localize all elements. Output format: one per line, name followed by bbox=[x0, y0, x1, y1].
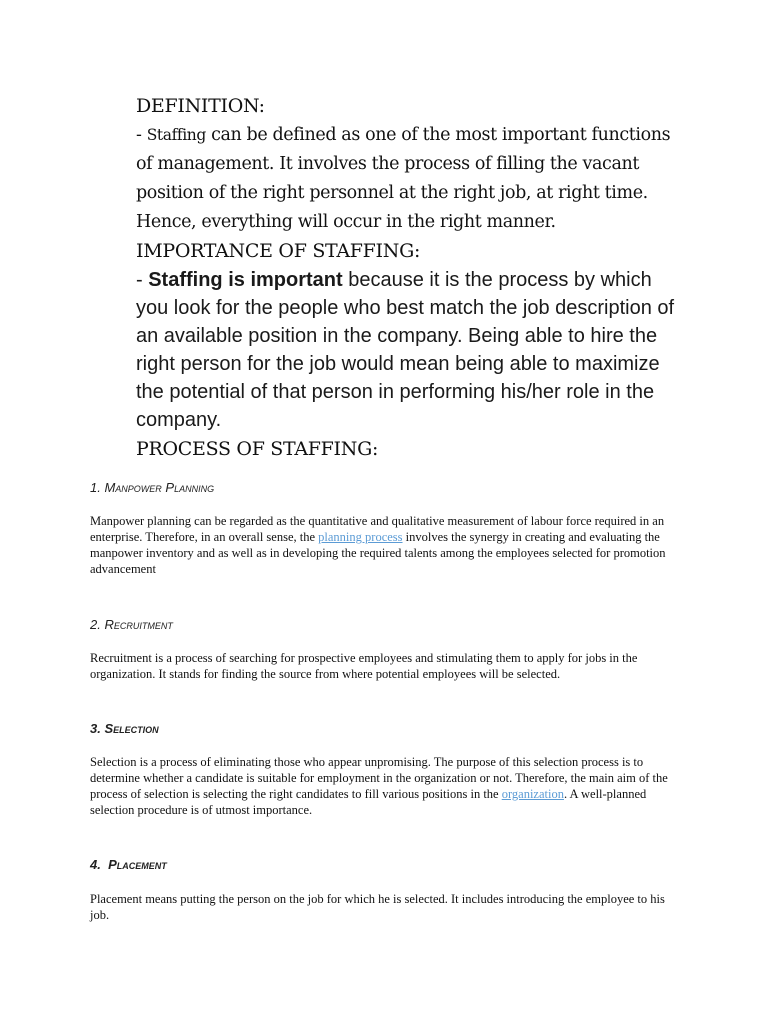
process-heading: PROCESS OF STAFFING: bbox=[136, 438, 379, 460]
manpower-paragraph bbox=[90, 513, 680, 577]
placement-paragraph: Placement means putting the person on the job for which he is selected. It includes introducing the employee to his job. bbox=[90, 892, 665, 922]
importance-bold-lead: Staffing is important bbox=[148, 269, 343, 291]
manpower-text-a: Manpower planning can be regarded as the quantitative and qualitative measurement of labour force required in an enterprise. Therefore, in an overall sense, the bbox=[90, 514, 665, 544]
definition-paragraph bbox=[136, 121, 676, 237]
selection-paragraph bbox=[90, 754, 680, 818]
definition-dash: - bbox=[136, 125, 147, 145]
recruitment-title bbox=[90, 617, 173, 632]
importance-dash: - bbox=[136, 269, 149, 291]
top-block bbox=[136, 92, 676, 464]
selection-title bbox=[90, 721, 159, 736]
placement-title bbox=[90, 857, 167, 872]
manpower-title-text: 1. Manpower Planning bbox=[90, 480, 215, 495]
manpower-title bbox=[90, 480, 214, 495]
importance-body: because it is the process by which you look for the people who best match the job description of an available position in the company. Being able to hire the right person for the job would mean being able to maximize the potential of that person in performing his/her role in the company. bbox=[136, 269, 675, 431]
manpower-text-b: involves the synergy in creating and evaluating the manpower inventory and as well as in developing the required talents among the employees selected for promotion advancement bbox=[90, 530, 666, 576]
definition-body: can be defined as one of the most important functions of management. It involves the process of filling the vacant position of the right personnel at the right job, at right time. Hence, everything will occur in the right manner. bbox=[136, 125, 671, 232]
selection-text-a: Selection is a process of eliminating those who appear unpromising. The purpose of this selection process is to determine whether a candidate is suitable for employment in the organization or not. Therefore, the main aim of the process of selection is selecting the right candidates to fill various positions in the bbox=[90, 755, 668, 801]
definition-heading: DEFINITION: bbox=[136, 95, 265, 117]
organization-link[interactable]: organization bbox=[501, 787, 564, 801]
importance-paragraph bbox=[136, 266, 676, 434]
placement-title-text: 4. Placement bbox=[90, 857, 167, 872]
planning-process-link[interactable]: planning process bbox=[318, 530, 403, 544]
recruitment-paragraph: Recruitment is a process of searching for prospective employees and stimulating them to apply for jobs in the organization. It stands for finding the source from where potential employees will be selected. bbox=[90, 651, 638, 681]
definition-lead-word: Staffing bbox=[146, 126, 206, 144]
importance-heading: IMPORTANCE OF STAFFING: bbox=[136, 240, 421, 262]
recruitment-title-text: 2. Recruitment bbox=[90, 617, 173, 632]
selection-text-b: . A well-planned selection procedure is of utmost importance. bbox=[90, 787, 647, 817]
selection-title-text: 3. Selection bbox=[90, 721, 159, 736]
